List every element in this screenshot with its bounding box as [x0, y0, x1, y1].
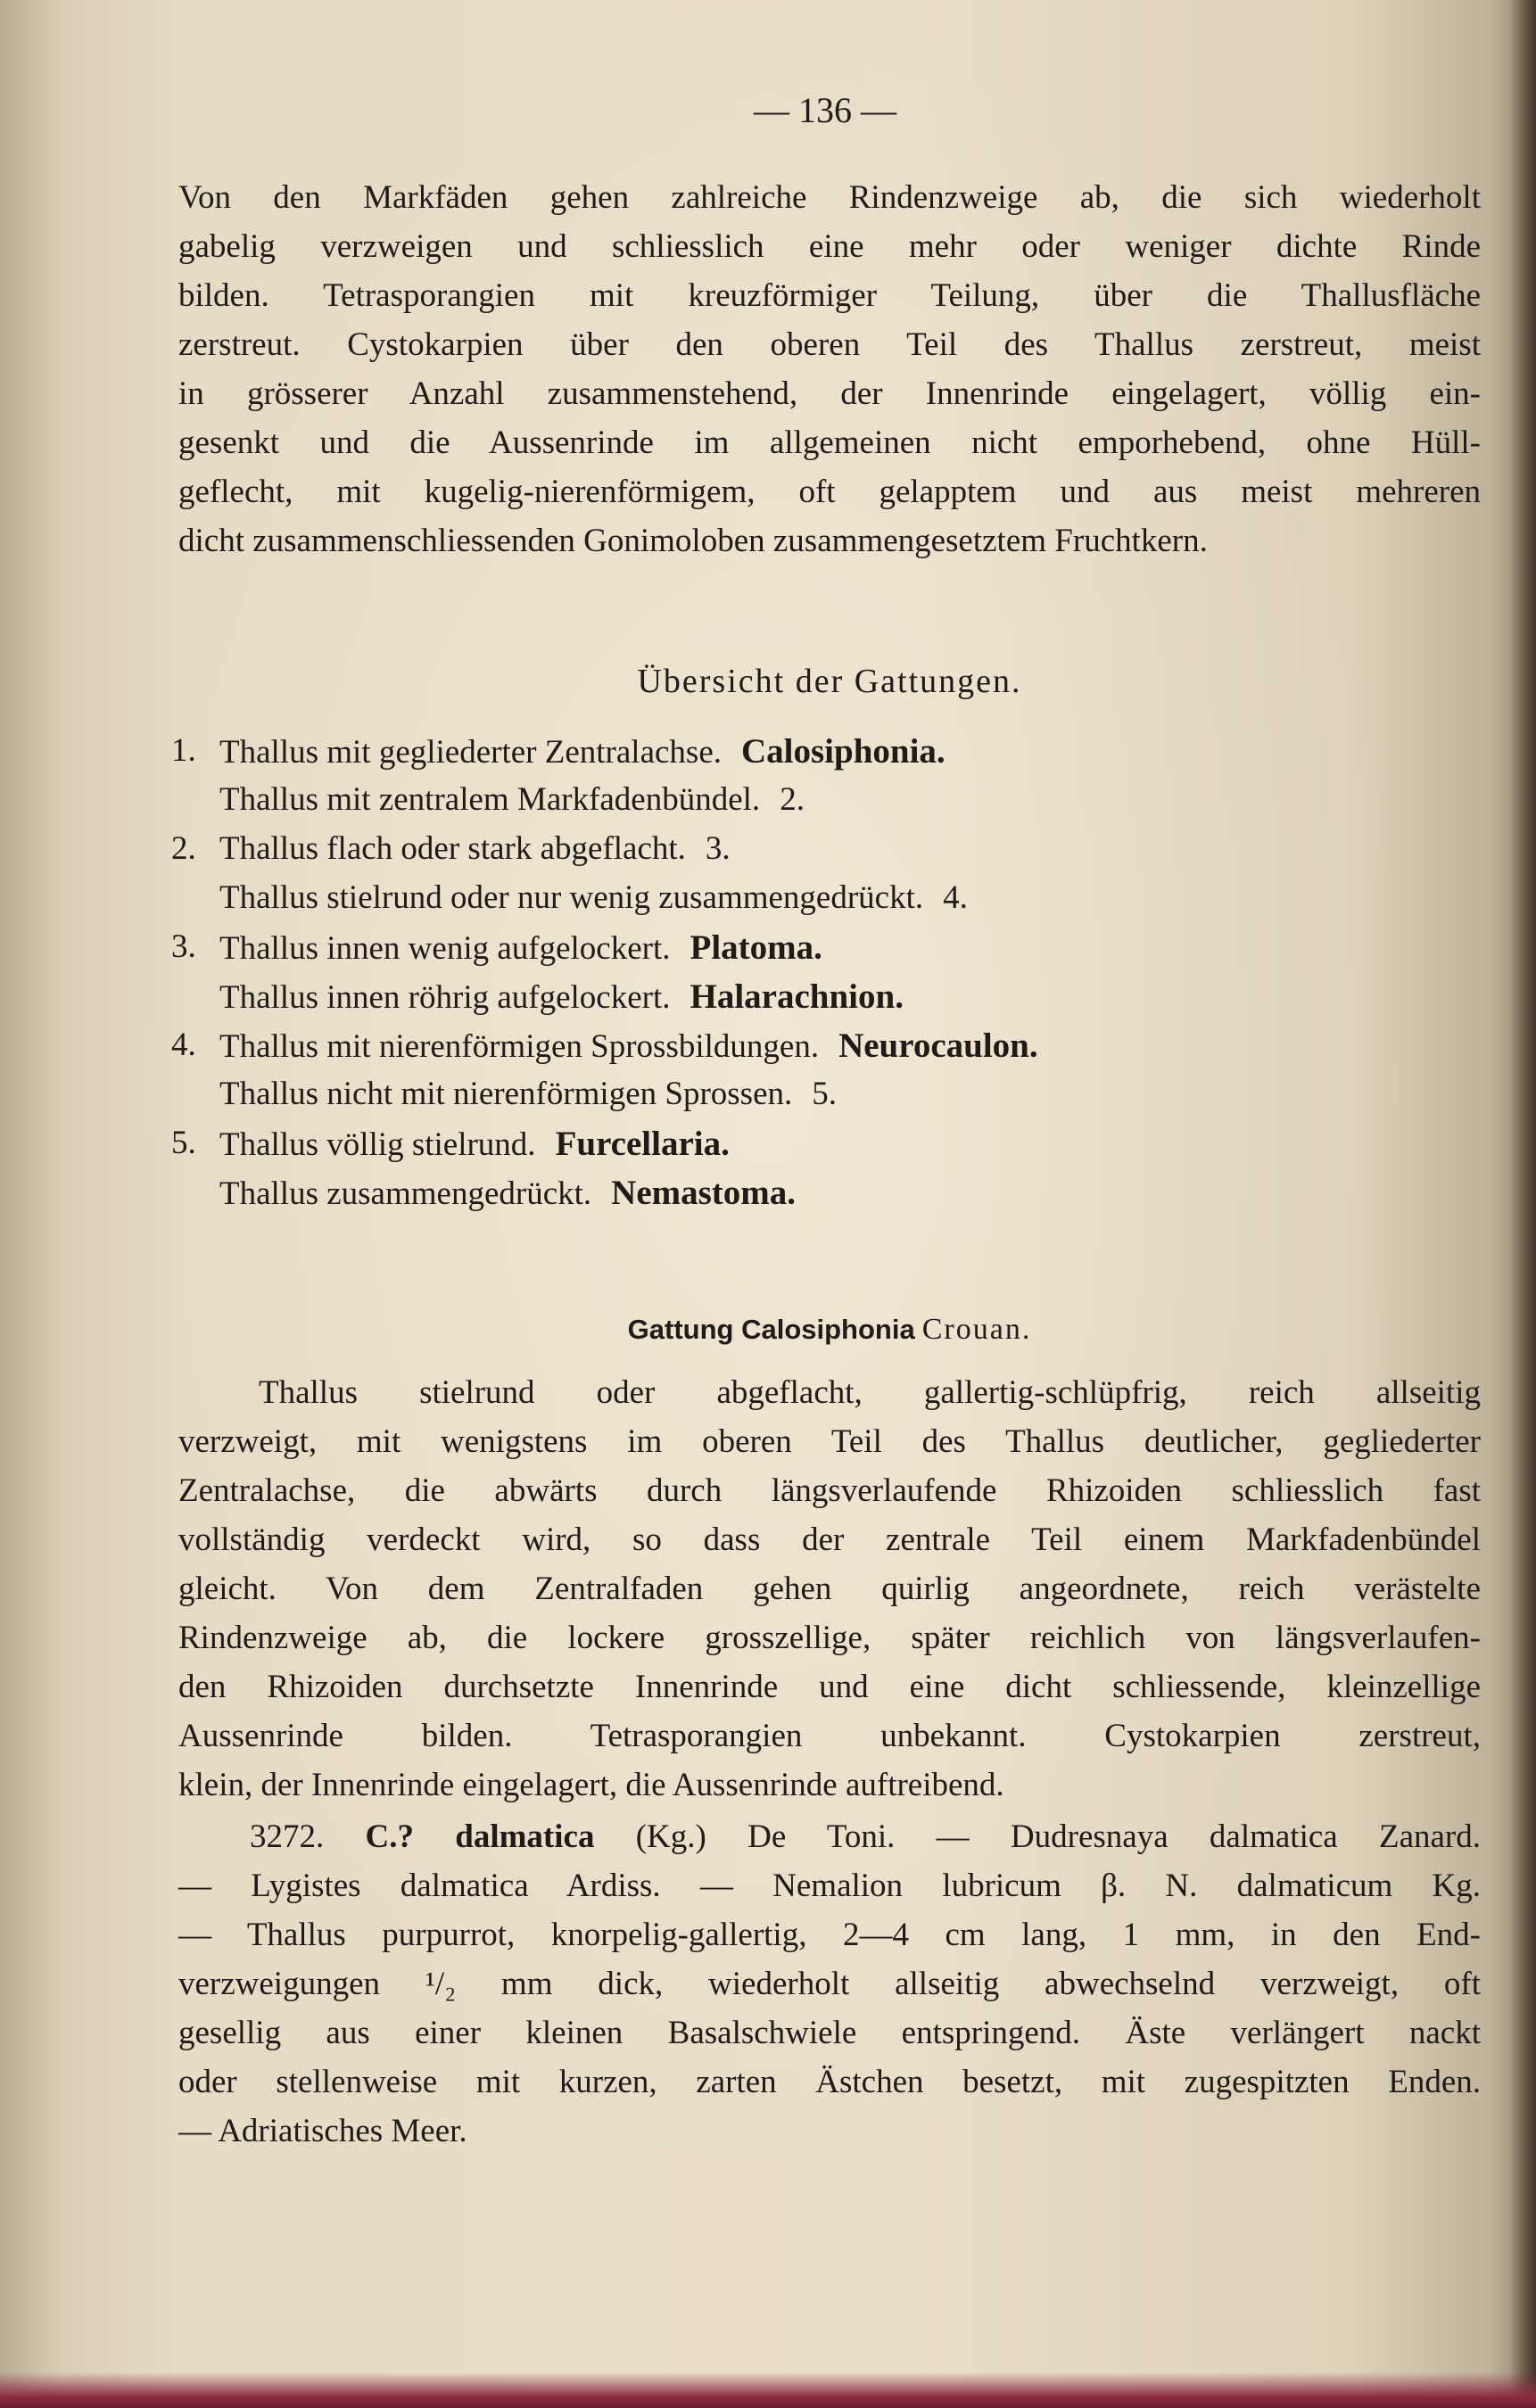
- intro-line: gesenkt und die Aussenrinde im allgemeinen nicht emporhebend, ohne Hüll-: [178, 425, 1481, 461]
- key-lead-result: 2.: [780, 781, 805, 818]
- species-line: verzweigungen ¹/₂ mm dick, wiederholt allseitig abwechselnd verzweigt, oft: [178, 1966, 1481, 2002]
- species-line: oder stellenweise mit kurzen, zarten Ästchen besetzt, mit zugespitzten Enden.: [178, 2064, 1481, 2100]
- key-entry: [219, 977, 904, 1017]
- genus-line: den Rhizoiden durchsetzte Innenrinde und eine dicht schliessende, kleinzellige: [178, 1669, 1481, 1705]
- key-entry: [219, 1124, 730, 1164]
- key-entry-text: Thallus innen röhrig aufgelockert.: [219, 979, 671, 1016]
- key-entry: [219, 1026, 1038, 1066]
- species-name: C.? dalmatica: [365, 1818, 595, 1855]
- genus-line: Aussenrinde bilden. Tetrasporangien unbekannt. Cystokarpien zerstreut,: [178, 1718, 1481, 1754]
- species-first-line-rest: (Kg.) De Toni. — Dudresnaya dalmatica Zanard.: [635, 1818, 1481, 1855]
- genus-line: gleicht. Von dem Zentralfaden gehen quirlig angeordnete, reich verästelte: [178, 1571, 1481, 1607]
- key-entry: [219, 878, 968, 917]
- key-entry: [219, 1173, 796, 1213]
- book-spine-shadow: [1509, 0, 1536, 2408]
- species-line: — Adriatisches Meer.: [178, 2113, 467, 2149]
- key-number: 5.: [171, 1125, 196, 1161]
- genus-line: Thallus stielrund oder abgeflacht, gallertig-schlüpfrig, reich allseitig: [259, 1374, 1481, 1411]
- key-entry-text: Thallus innen wenig aufgelockert.: [219, 930, 671, 967]
- key-entry-text: Thallus nicht mit nierenförmigen Sprossen.: [219, 1076, 793, 1112]
- species-number: 3272.: [250, 1818, 325, 1855]
- key-lead-result: 5.: [812, 1076, 837, 1112]
- key-number: 2.: [171, 830, 196, 867]
- key-genus-result: Furcellaria.: [555, 1125, 730, 1163]
- key-entry: [219, 829, 731, 868]
- intro-line: zerstreut. Cystokarpien über den oberen Teil des Thallus zerstreut, meist: [178, 326, 1481, 363]
- key-genus-result: Platoma.: [690, 928, 822, 967]
- key-number: 1.: [171, 732, 196, 769]
- page-edge: [0, 2372, 1536, 2408]
- species-line: — Thallus purpurrot, knorpelig-gallertig, 2—4 cm lang, 1 mm, in den End-: [178, 1917, 1481, 1953]
- species-line: gesellig aus einer kleinen Basalschwiele entspringend. Äste verlängert nackt: [178, 2015, 1481, 2051]
- key-entry: [219, 1075, 837, 1113]
- key-entry-text: Thallus völlig stielrund.: [219, 1126, 536, 1163]
- key-entry: [219, 731, 946, 771]
- key-heading: Übersicht der Gattungen.: [637, 663, 1022, 700]
- genus-line: Rindenzweige ab, die lockere grosszellige, später reichlich von längsverlaufen-: [178, 1620, 1481, 1656]
- key-genus-result: Halarachnion.: [690, 977, 904, 1016]
- intro-line: gabelig verzweigen und schliesslich eine mehr oder weniger dichte Rinde: [178, 228, 1481, 265]
- key-entry-text: Thallus mit nierenförmigen Sprossbildungen.: [219, 1028, 820, 1065]
- key-number: 4.: [171, 1027, 196, 1063]
- genus-line: verzweigt, mit wenigstens im oberen Teil des Thallus deutlicher, gegliederter: [178, 1423, 1481, 1460]
- genus-line: Zentralachse, die abwärts durch längsverlaufende Rhizoiden schliesslich fast: [178, 1472, 1481, 1509]
- key-entry: [219, 780, 805, 819]
- key-entry: [219, 928, 822, 968]
- species-line: — Lygistes dalmatica Ardiss. — Nemalion lubricum β. N. dalmaticum Kg.: [178, 1868, 1481, 1904]
- key-entry-text: Thallus mit gegliederter Zentralachse.: [219, 734, 722, 771]
- genus-line: klein, der Innenrinde eingelagert, die Aussenrinde auftreibend.: [178, 1767, 1004, 1803]
- intro-line: in grösserer Anzahl zusammenstehend, der Innenrinde eingelagert, völlig ein-: [178, 375, 1481, 412]
- key-lead-result: 3.: [705, 830, 731, 867]
- key-genus-result: Calosiphonia.: [741, 732, 946, 771]
- key-lead-result: 4.: [943, 879, 968, 916]
- key-entry-text: Thallus stielrund oder nur wenig zusammengedrückt.: [219, 879, 924, 916]
- key-entry-text: Thallus zusammengedrückt.: [219, 1175, 592, 1212]
- genus-heading-label: Gattung Calosiphonia: [627, 1314, 915, 1345]
- intro-line: bilden. Tetrasporangien mit kreuzförmiger Teilung, über die Thallusfläche: [178, 277, 1481, 314]
- key-entry-text: Thallus flach oder stark abgeflacht.: [219, 830, 686, 867]
- genus-heading-author: Crouan.: [921, 1313, 1032, 1346]
- key-genus-result: Nemastoma.: [611, 1174, 797, 1212]
- key-number: 3.: [171, 928, 196, 965]
- key-entry-text: Thallus mit zentralem Markfadenbündel.: [219, 781, 761, 818]
- key-genus-result: Neurocaulon.: [838, 1027, 1038, 1065]
- page-number: — 136 —: [754, 90, 896, 130]
- genus-line: vollständig verdeckt wird, so dass der zentrale Teil einem Markfadenbündel: [178, 1521, 1481, 1558]
- intro-line: geflecht, mit kugelig-nierenförmigem, oft gelapptem und aus meist mehreren: [178, 474, 1481, 510]
- species-first-line: [178, 1818, 1481, 1856]
- intro-line: dicht zusammenschliessenden Gonimoloben zusammengesetztem Fruchtkern.: [178, 523, 1208, 559]
- genus-heading: [178, 1313, 1481, 1347]
- intro-line: Von den Markfäden gehen zahlreiche Rindenzweige ab, die sich wiederholt: [178, 179, 1481, 216]
